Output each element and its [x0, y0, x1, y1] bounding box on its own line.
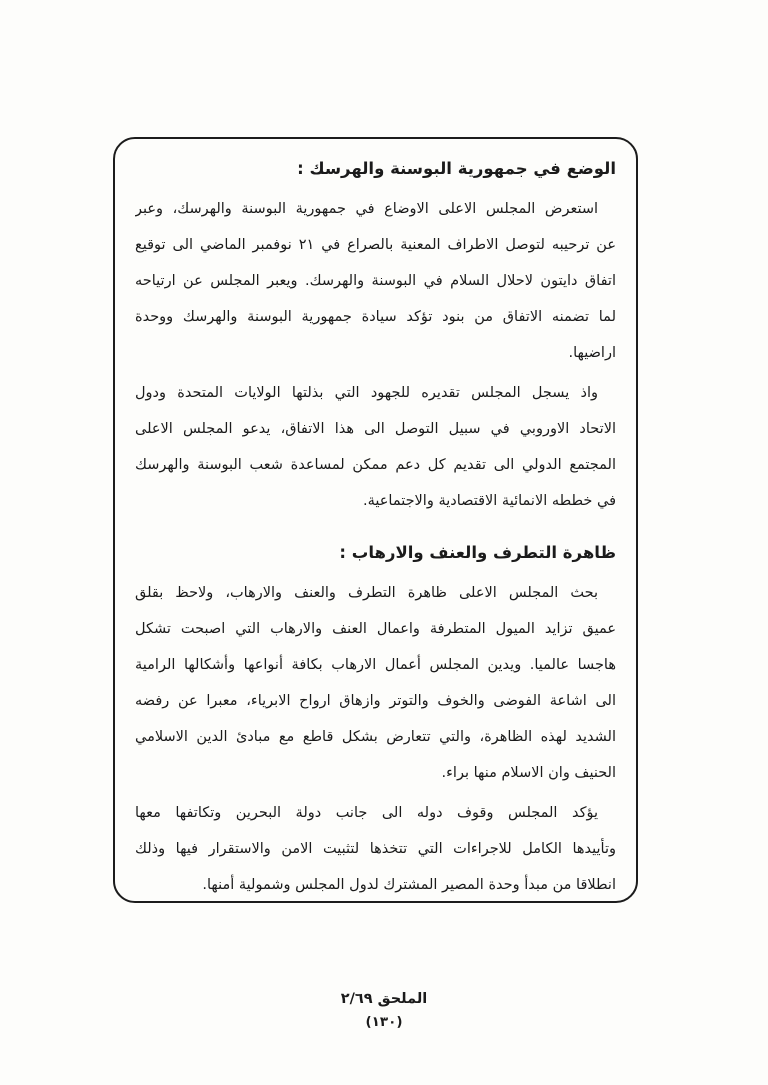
text-line: اتفاق دايتون لاحلال السلام في البوسنة والهرسك. ويعبر المجلس عن ارتياحه	[135, 273, 616, 289]
text-line: واذ يسجل المجلس تقديره للجهود التي بذلتها الولايات المتحدة ودول	[135, 385, 598, 401]
text-line: استعرض المجلس الاعلى الاوضاع في جمهورية البوسنة والهرسك، وعبر	[135, 201, 598, 217]
text-line: الى اشاعة الفوضى والخوف والتوتر وازهاق ارواح الابرياء، معبرا عن رفضه	[135, 693, 616, 709]
text-line: الشديد لهذه الظاهرة، والتي تتعارض بشكل قاطع مع مبادئ الدين الاسلامي	[135, 729, 616, 745]
footer-appendix-label: الملحق ٢/٦٩	[340, 991, 428, 1007]
paragraph-bosnia-2	[135, 375, 616, 519]
paragraph-terrorism-1	[135, 575, 616, 791]
footer-page-number: (١٣٠)	[365, 1014, 403, 1030]
text-line: وتأييدها الكامل للاجراءات التي تتخذها لتثبيت الامن والاستقرار فيها وذلك	[135, 841, 616, 857]
paragraph-terrorism-2	[135, 795, 616, 903]
text-line: بحث المجلس الاعلى ظاهرة التطرف والعنف والارهاب، ولاحظ بقلق	[135, 585, 598, 601]
text-line: المجتمع الدولي الى تقديم كل دعم ممكن لمساعدة شعب البوسنة والهرسك	[135, 457, 616, 473]
text-line: لما تضمنه الاتفاق من بنود تؤكد سيادة جمهورية البوسنة والهرسك ووحدة	[135, 309, 616, 325]
text-line: الاتحاد الاوروبي في سبيل التوصل الى هذا الاتفاق، يدعو المجلس الاعلى	[135, 421, 616, 437]
text-line: انطلاقا من مبدأ وحدة المصير المشترك لدول المجلس وشمولية أمنها.	[202, 877, 616, 893]
text-line: الحنيف وان الاسلام منها براء.	[441, 765, 616, 781]
section-heading-bosnia: الوضع في جمهورية البوسنة والهرسك :	[297, 159, 616, 178]
text-line: عميق تزايد الميول المتطرفة واعمال العنف والارهاب التي اصبحت تشكل	[135, 621, 616, 637]
text-line: في خططه الانمائية الاقتصادية والاجتماعية.	[362, 493, 616, 509]
text-line: اراضيها.	[568, 345, 616, 361]
text-line: يؤكد المجلس وقوف دوله الى جانب دولة البحرين وتكاتفها معها	[135, 805, 598, 821]
text-line: عن ترحيبه لتوصل الاطراف المعنية بالصراع في ٢١ نوفمبر الماضي الى توقيع	[135, 237, 616, 253]
text-frame-border	[113, 137, 638, 903]
paragraph-bosnia-1	[135, 191, 616, 371]
text-line: هاجسا عالميا. ويدين المجلس أعمال الارهاب بكافة أنواعها وأشكالها الرامية	[135, 657, 616, 673]
section-heading-terrorism: ظاهرة التطرف والعنف والارهاب :	[339, 543, 616, 562]
